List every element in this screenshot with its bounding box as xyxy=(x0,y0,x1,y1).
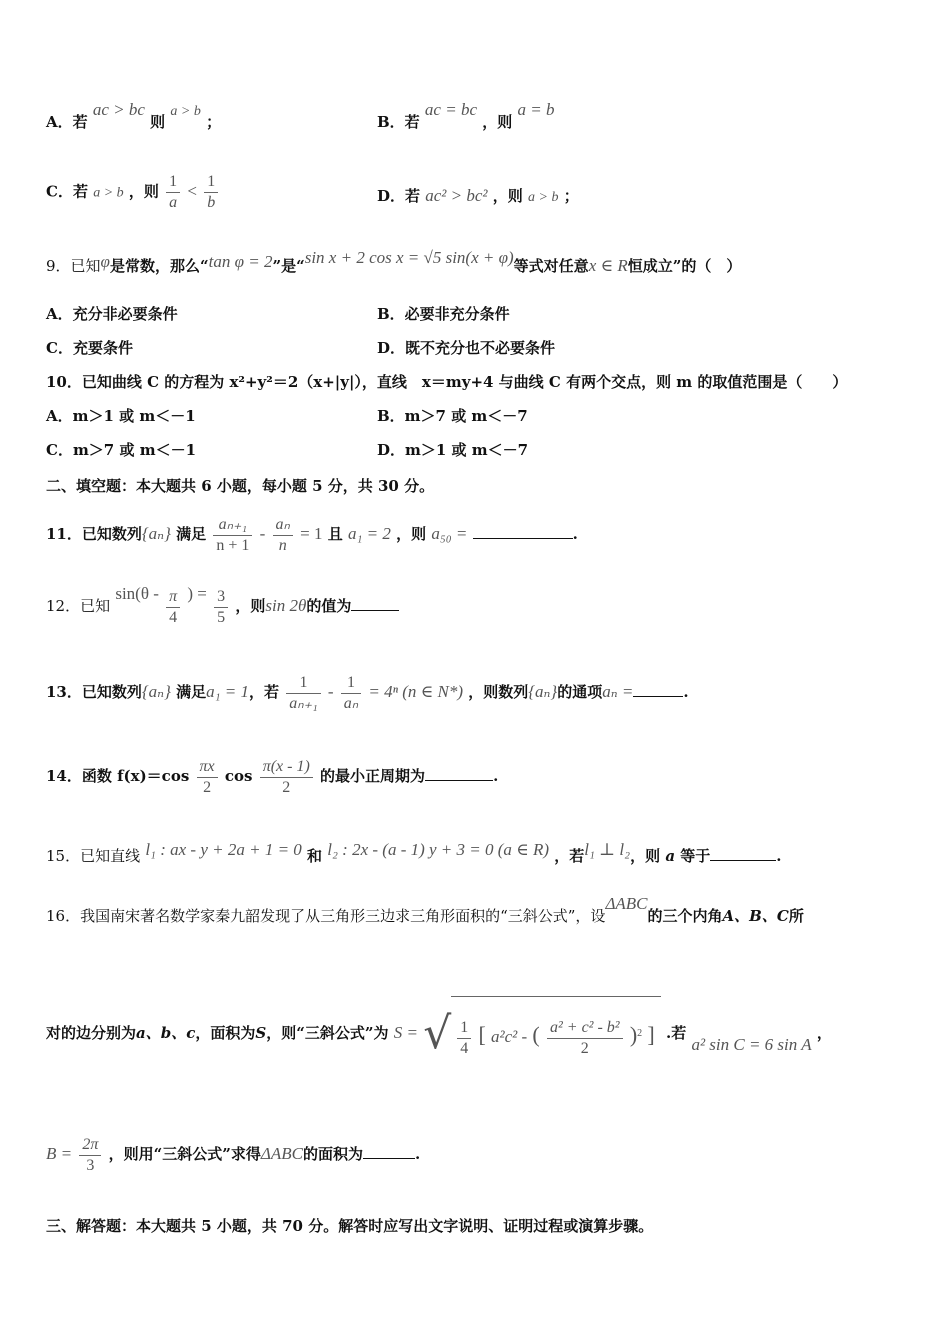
q15: 15．已知直线 l₁ : ax - y + 2a + 1 = 0 和 l₂ : 2x - (a - 1) y + 3 = 0 (a ∈ R) ，若l₁ ⊥ l₂，则 a 等于 . xyxy=(46,840,782,865)
q9-option-b: B．必要非充分条件 xyxy=(377,305,510,323)
answer-blank[interactable] xyxy=(710,860,776,861)
q10-option-d: D．m＞1 或 m＜－7 xyxy=(377,441,529,459)
answer-blank[interactable] xyxy=(363,1158,415,1159)
answer-blank[interactable] xyxy=(633,696,683,697)
answer-blank[interactable] xyxy=(351,610,399,611)
q16-line-1: 16．我国南宋著名数学家秦九韶发现了从三角形三边求三角形面积的“三斜公式”，设ΔABC的三个内角A、B、C所 xyxy=(46,894,804,925)
q9-option-c: C．充要条件 xyxy=(46,339,133,357)
q9-option-a: A．充分非必要条件 xyxy=(46,305,178,323)
q8-option-c: C．若 a > b ，则 $\frac{1}{a}$ < $\frac{1}{b}$ xyxy=(46,172,220,213)
q9-stem: 9．已知φ是常数，那么“tan φ = 2”是“sin x + 2 cos x = √5 sin(x + φ)等式对任意x ∈ R恒成立”的（ ） xyxy=(46,248,742,275)
q14: 14．函数 f(x)＝cos $\frac{\pi x}{2}$ cos $\frac{\pi(x - 1)}{2}$ 的最小正周期为 . xyxy=(46,757,499,796)
q8-option-a: A．若 ac > bc 则 a > b ； xyxy=(46,100,222,131)
q10-stem: 10．已知曲线 C 的方程为 x²+y²＝2（x+|y|），直线 x＝my+4 与曲线 C 有两个交点，则 m 的取值范围是（ ） xyxy=(46,373,848,391)
answer-blank[interactable] xyxy=(473,538,573,539)
q11: 11．已知数列{aₙ} 满足 $\frac{\text{aₙ₊₁}}{n + 1}$ - $\frac{\text{aₙ}}{n}$ = 1 且 a₁ = 2 ，则 a₅₀ = . xyxy=(46,515,578,554)
q12: 12．已知 sin(θ - $\frac{\pi}{4}$ ) = $\frac{3}{5}$ ，则sin 2θ的值为 xyxy=(46,584,399,628)
q16-line-3: B = $\frac{2\pi}{3}$ ，则用“三斜公式”求得ΔABC的面积为 . xyxy=(46,1135,421,1174)
answer-blank[interactable] xyxy=(425,780,493,781)
section-3-heading: 三、解答题：本大题共 5 小题，共 70 分。解答时应写出文字说明、证明过程或演算步骤。 xyxy=(46,1217,654,1235)
fraction: $\frac{1}{a}$ xyxy=(166,172,180,213)
q16-line-2: 对的边分别为a、b、c，面积为S，则“三斜公式”为 S = √ $\frac{1}{4}$ [ a²c² - ( $\frac{\text{a² + c² - b²}}{2}$ )$^2$ ] .若 a² sin C = 6 sin A ， xyxy=(46,996,832,1072)
section-2-heading: 二、填空题：本大题共 6 小题，每小题 5 分，共 30 分。 xyxy=(46,477,435,495)
fraction: $\frac{1}{b}$ xyxy=(204,172,218,213)
sqrt-sign: √ xyxy=(423,1008,452,1059)
q9-option-d: D．既不充分也不必要条件 xyxy=(377,339,556,357)
q8-option-d: D．若 ac² > bc² ，则 a > b ； xyxy=(377,186,579,205)
q10-option-c: C．m＞7 或 m＜－1 xyxy=(46,441,197,459)
q8-option-b: B．若 ac = bc ，则 a = b xyxy=(377,100,555,131)
q10-option-a: A．m＞1 或 m＜－1 xyxy=(46,407,196,425)
q13: 13．已知数列{aₙ} 满足a₁ = 1，若 $\frac{1}{\text{aₙ₊₁}}$ - $\frac{1}{\text{aₙ}}$ = 4ⁿ (n ∈ N*) ，则数列{aₙ}的通项aₙ = . xyxy=(46,673,689,712)
q10-option-b: B．m＞7 或 m＜－7 xyxy=(377,407,528,425)
sqrt-body: $\frac{1}{4}$ [ a²c² - ( $\frac{\text{a² + c² - b²}}{2}$ )$^2$ ] xyxy=(451,996,661,1072)
